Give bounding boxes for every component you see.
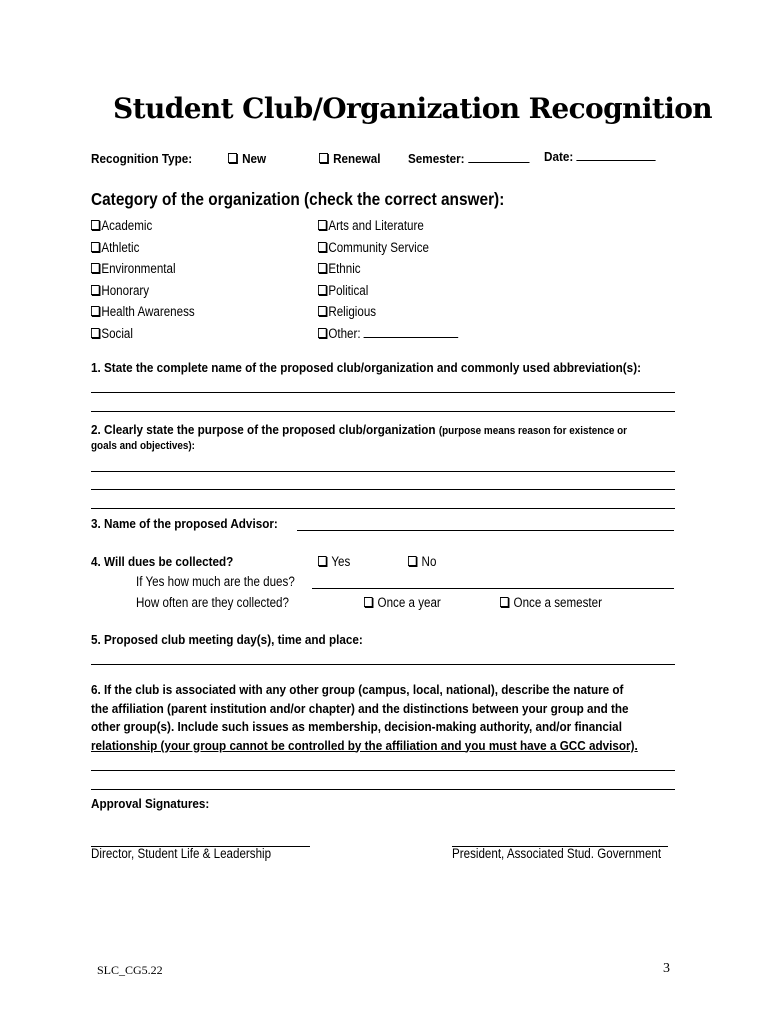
answer-line-q2-a[interactable] <box>91 471 675 472</box>
category-option-athletic[interactable]: Athletic <box>91 237 195 259</box>
semester-field[interactable] <box>408 151 529 166</box>
category-option-political[interactable]: Political <box>318 280 458 302</box>
answer-line-q2-c[interactable] <box>91 508 675 509</box>
dues-amount-label: If Yes how much are the dues? <box>136 574 295 589</box>
approval-heading: Approval Signatures: <box>91 796 210 811</box>
checkbox-icon[interactable] <box>318 306 327 316</box>
category-option-environmental[interactable]: Environmental <box>91 258 195 280</box>
president-signature-label: President, Associated Stud. Government <box>452 846 662 861</box>
renewal-checkbox[interactable] <box>319 153 328 163</box>
page-title: Student Club/Organization Recognition <box>113 92 713 125</box>
dues-frequency-label: How often are they collected? <box>136 595 289 610</box>
category-heading: Category of the organization (check the correct answer): <box>91 189 505 209</box>
category-option-community-service[interactable]: Community Service <box>318 237 458 259</box>
checkbox-icon[interactable] <box>91 306 100 316</box>
question-2: 2. Clearly state the purpose of the proposed club/organization (purpose means reason for existence or <box>91 422 627 437</box>
answer-line-q2-b[interactable] <box>91 489 675 490</box>
new-checkbox[interactable] <box>228 153 237 163</box>
once-a-year-option[interactable]: Once a year <box>364 595 441 610</box>
question-5: 5. Proposed club meeting day(s), time and place: <box>91 632 363 647</box>
category-option-honorary[interactable]: Honorary <box>91 280 195 302</box>
checkbox-icon[interactable] <box>318 285 327 295</box>
new-label: New <box>242 151 267 166</box>
question-1: 1. State the complete name of the proposed club/organization and commonly used abbreviation(s): <box>91 360 641 375</box>
category-option-other[interactable]: Other: <box>318 323 458 345</box>
category-option-social[interactable]: Social <box>91 323 195 345</box>
checkbox-icon[interactable] <box>91 220 100 230</box>
checkbox-icon[interactable] <box>318 220 327 230</box>
answer-line-q6-b[interactable] <box>91 789 675 790</box>
renewal-label: Renewal <box>333 151 381 166</box>
checkbox-icon[interactable] <box>318 242 327 252</box>
recognition-type-label: Recognition Type: <box>91 151 193 166</box>
semester-label: Semester: <box>408 151 465 166</box>
answer-line-q6-a[interactable] <box>91 770 675 771</box>
checkbox-icon[interactable] <box>91 263 100 273</box>
form-code: SLC_CG5.22 <box>97 963 163 977</box>
checkbox-icon[interactable] <box>318 328 327 338</box>
dues-no-option[interactable]: No <box>408 554 436 569</box>
checkbox-icon[interactable] <box>91 242 100 252</box>
category-option-academic[interactable]: Academic <box>91 215 195 237</box>
category-option-religious[interactable]: Religious <box>318 301 458 323</box>
once-a-semester-option[interactable]: Once a semester <box>500 595 602 610</box>
page-number: 3 <box>663 961 670 976</box>
director-signature-label: Director, Student Life & Leadership <box>91 846 272 861</box>
answer-line-q1-b[interactable] <box>91 411 675 412</box>
dues-yes-option[interactable]: Yes <box>318 554 350 569</box>
recognition-renewal-option[interactable] <box>319 151 381 166</box>
category-option-arts-literature[interactable]: Arts and Literature <box>318 215 458 237</box>
category-option-ethnic[interactable]: Ethnic <box>318 258 458 280</box>
checkbox-icon[interactable] <box>318 263 327 273</box>
question-3: 3. Name of the proposed Advisor: <box>91 516 278 531</box>
once-year-checkbox[interactable] <box>364 597 373 607</box>
date-label: Date: <box>544 149 574 164</box>
checkbox-icon[interactable] <box>91 285 100 295</box>
answer-line-q5[interactable] <box>91 664 675 665</box>
dues-amount-line[interactable] <box>312 588 674 589</box>
yes-checkbox[interactable] <box>318 556 327 566</box>
answer-line-q1-a[interactable] <box>91 392 675 393</box>
once-semester-checkbox[interactable] <box>500 597 509 607</box>
checkbox-icon[interactable] <box>91 328 100 338</box>
category-right-column <box>318 215 458 345</box>
question-6: 6. If the club is associated with any other group (campus, local, national), describe the nature of the affiliation (parent institution and/or chapter) and the distinctions between your group and the other group(s). Include such issues as membership, decision-making authority, and/or financial relationship (your group cannot be controlled by the affiliation and you must have a GCC advisor). <box>91 682 638 753</box>
category-option-health-awareness[interactable]: Health Awareness <box>91 301 195 323</box>
other-blank[interactable] <box>364 337 459 338</box>
question-4: 4. Will dues be collected? <box>91 554 234 569</box>
advisor-name-line[interactable] <box>297 530 674 531</box>
semester-blank[interactable] <box>468 162 529 163</box>
date-field[interactable] <box>544 149 656 164</box>
question-2-note: goals and objectives): <box>91 440 195 452</box>
recognition-new-option[interactable] <box>228 151 266 166</box>
no-checkbox[interactable] <box>408 556 417 566</box>
category-left-column <box>91 215 195 345</box>
date-blank[interactable] <box>577 160 656 161</box>
